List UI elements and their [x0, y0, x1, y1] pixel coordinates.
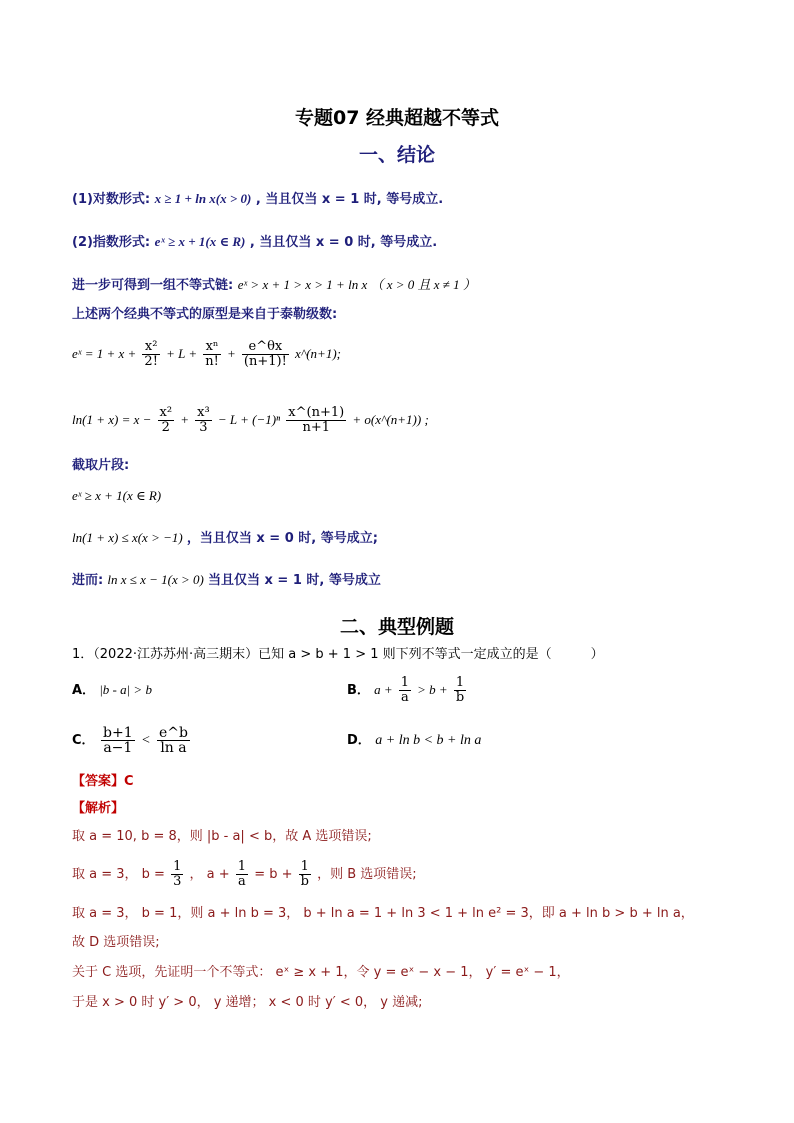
solution-text: = b +: [254, 867, 293, 882]
fraction: [171, 860, 183, 889]
inequality-chain: [72, 277, 476, 294]
conclusion-exp-form: [72, 234, 437, 251]
denominator: (n+1)!: [243, 354, 287, 369]
conclusion-log-formula: x ≥ 1 + ln x(x > 0): [154, 191, 252, 206]
cut-condition-2: ，当且仅当 x = 0 时, 等号成立;: [186, 531, 378, 546]
numerator: x³: [197, 405, 210, 420]
series-text: + o(x^(n+1)) ;: [352, 412, 429, 427]
numerator: x²: [159, 405, 173, 420]
denominator: b: [300, 874, 309, 889]
denominator: a−1: [101, 740, 135, 755]
series-text: +: [180, 412, 189, 427]
fraction: [195, 406, 212, 435]
solution-line-6: 于是 x > 0 时 y′ > 0， y 递增； x < 0 时 y′ < 0， y 递减;: [72, 995, 423, 1010]
option-d-formula: a + ln b < b + ln a: [375, 733, 482, 748]
solution-line-5: 关于 C 选项，先证明一个不等式： eˣ ≥ x + 1，令 y = eˣ − x − 1， y′ = eˣ − 1，: [72, 965, 570, 980]
fraction: [101, 726, 135, 755]
conclusion-log-form: [72, 191, 443, 208]
solution-line-4: 故 D 选项错误;: [72, 935, 160, 950]
taylor-log-series: [72, 402, 429, 442]
denominator: a: [236, 874, 248, 889]
option-d-label: D．: [347, 733, 371, 748]
option-d: [347, 732, 481, 749]
denominator: 2!: [144, 354, 158, 369]
numerator: 1: [455, 675, 465, 690]
numerator: 1: [173, 859, 182, 874]
denominator: n+1: [286, 420, 346, 435]
cut-inequality-1: [72, 488, 161, 505]
denominator: 2: [158, 420, 175, 435]
cut-inequality-3: [72, 572, 381, 589]
conclusion-exp-label: (2)指数形式:: [72, 235, 151, 250]
fraction: [399, 676, 411, 705]
section-heading-conclusion: 一、结论: [358, 144, 435, 166]
series-text: x^(n+1);: [294, 346, 341, 361]
question-1: [72, 647, 604, 663]
denominator: n!: [205, 354, 219, 369]
page-title: 专题07 经典超越不等式: [294, 107, 500, 129]
cut-inequality-2: [72, 530, 378, 547]
numerator: 1: [237, 859, 247, 874]
series-text: + L +: [166, 346, 198, 361]
section-heading-examples: 二、典型例题: [339, 616, 454, 638]
option-c-text: <: [141, 733, 151, 748]
denominator: 3: [173, 874, 182, 889]
taylor-exp-series: [72, 336, 341, 376]
numerator: 1: [300, 859, 309, 874]
cut-label: 截取片段:: [72, 458, 130, 473]
solution-line-2: [72, 858, 417, 894]
numerator: xⁿ: [205, 339, 219, 354]
cut-formula-2: ln(1 + x) ≤ x(x > −1): [72, 530, 183, 545]
series-text: +: [227, 346, 236, 361]
fraction: [454, 676, 466, 705]
option-b: [347, 674, 468, 708]
denominator: a: [399, 690, 411, 705]
fraction: [299, 860, 311, 889]
fraction: [242, 340, 289, 369]
solution-text: 取 a = 3， b =: [72, 867, 165, 882]
numerator: x^(n+1): [288, 405, 345, 420]
numerator: e^b: [158, 724, 188, 741]
option-a-formula: |b - a| > b: [99, 682, 152, 697]
option-a-label: A．: [72, 683, 96, 698]
fraction: [286, 406, 346, 435]
fraction: [142, 340, 160, 369]
option-a: [72, 682, 152, 699]
inequality-chain-text: 进一步可得到一组不等式链:: [72, 278, 234, 293]
numerator: b+1: [103, 724, 133, 741]
numerator: e^θx: [248, 339, 283, 354]
fraction: [158, 406, 175, 435]
option-c-label: C．: [72, 733, 95, 748]
analysis-label: 【解析】: [72, 801, 125, 816]
solution-text: ， a +: [189, 867, 230, 882]
series-text: − L + (−1)ⁿ: [217, 412, 281, 427]
answer: [72, 774, 134, 790]
solution-text: ，则 B 选项错误;: [317, 867, 417, 882]
conclusion-exp-formula: eˣ ≥ x + 1(x ∈ R): [154, 234, 246, 249]
numerator: 1: [400, 675, 410, 690]
answer-label: 【答案】: [72, 774, 125, 789]
numerator: x²: [144, 339, 158, 354]
question-1-text: 1．（2022·江苏苏州·高三期末）已知 a > b + 1 > 1 则下列不等式一定成立的是（ ）: [72, 647, 604, 662]
fraction: [203, 340, 221, 369]
solution-line-1: 取 a = 10, b = 8，则 |b - a| < b，故 A 选项错误;: [72, 829, 372, 844]
inequality-chain-formula: eˣ > x + 1 > x > 1 + ln x （ x > 0 且 x ≠ 1 ）: [237, 277, 476, 292]
denominator: b: [455, 690, 465, 705]
answer-value: C: [124, 774, 134, 789]
option-b-text: > b +: [417, 682, 448, 697]
cut-formula-3: ln x ≤ x − 1(x > 0): [107, 572, 204, 587]
denominator: ln a: [157, 740, 190, 755]
denominator: 3: [195, 420, 212, 435]
conclusion-log-label: (1)对数形式:: [72, 192, 151, 207]
cut-lead-3: 进而:: [72, 573, 104, 588]
conclusion-exp-condition: , 当且仅当 x = 0 时, 等号成立.: [249, 235, 438, 250]
cut-formula-1: eˣ ≥ x + 1(x ∈ R): [72, 488, 162, 503]
fraction: [157, 726, 190, 755]
option-b-label: B．: [347, 683, 370, 698]
option-c: [72, 722, 192, 760]
series-text: ln(1 + x) = x −: [72, 412, 152, 427]
series-text: eˣ = 1 + x +: [72, 346, 137, 361]
conclusion-log-condition: , 当且仅当 x = 1 时, 等号成立.: [255, 192, 444, 207]
fraction: [236, 860, 248, 889]
solution-line-3: 取 a = 3， b = 1，则 a + ln b = 3， b + ln a = 1 + ln 3 < 1 + ln e² = 3，即 a + ln b > b + ln a，: [72, 906, 694, 921]
option-b-text: a +: [374, 682, 393, 697]
taylor-intro: 上述两个经典不等式的原型是来自于泰勒级数:: [72, 307, 338, 322]
cut-condition-3: 当且仅当 x = 1 时, 等号成立: [208, 573, 381, 588]
